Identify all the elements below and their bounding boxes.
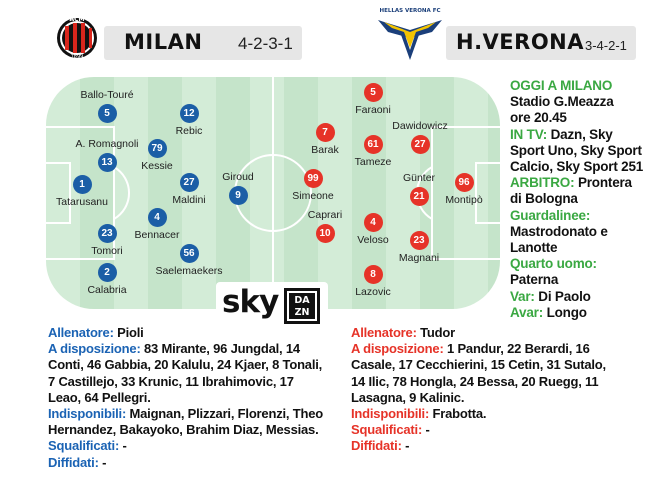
player-number: 56 (180, 244, 199, 263)
away-formation: 3-4-2-1 (585, 38, 627, 53)
home-disposizione: 83 Mirante, 96 Jungdal, 14 Conti, 46 Gabbia, 20 Kalulu, 24 Kjaer, 8 Tonali, 7 Castillejo, 33 Krunic, 11 Ibrahimovic, 17 Leao, 64 Pellegri. (48, 341, 323, 405)
player-name: Kessie (141, 160, 173, 172)
svg-text:ACM: ACM (69, 16, 85, 23)
milan-crest (56, 10, 98, 64)
home-squalificati: - (122, 438, 127, 454)
player-number: 23 (410, 231, 429, 250)
player-number: 96 (455, 173, 474, 192)
oggi-label: OGGI A MILANO (510, 78, 613, 93)
player-name: Tatarusanu (56, 196, 108, 208)
away-diffidati-label: Diffidati: (351, 438, 402, 454)
svg-text:1899: 1899 (70, 54, 84, 60)
player-number: 2 (98, 263, 117, 282)
avar-label: Avar: (510, 304, 544, 320)
quarto-value: Paterna (510, 272, 559, 288)
away-player-caprari (280, 209, 370, 243)
player-name: Tameze (354, 156, 392, 168)
player-number: 23 (98, 224, 117, 243)
player-number: 27 (411, 135, 430, 154)
kickoff-time: ore 20.45 (510, 110, 567, 126)
player-name: Lazovic (355, 286, 391, 298)
player-number: 21 (410, 187, 429, 206)
away-player-simeone (268, 168, 358, 202)
guardalinee-value: Mastrodonato e Lanotte (510, 223, 608, 256)
player-name: Magnani (398, 252, 440, 264)
match-info (510, 78, 645, 321)
player-number: 4 (364, 213, 383, 232)
away-player-lazovic (328, 264, 418, 298)
player-number: 4 (148, 208, 167, 227)
home-diffidati: - (102, 454, 107, 470)
home-player-tatarusanu (37, 174, 127, 208)
var-value: Di Paolo (538, 288, 591, 304)
home-player-kessie (112, 138, 202, 172)
away-squalificati-label: Squalificati: (351, 422, 423, 438)
player-name: Günter (402, 172, 436, 184)
home-indisponibili-label: Indisponibili: (48, 406, 127, 422)
player-number: 13 (98, 153, 117, 172)
player-number: 5 (364, 83, 383, 102)
home-player-rebic (144, 103, 234, 137)
player-number: 9 (229, 186, 248, 205)
player-name: Maldini (172, 194, 206, 206)
sky-logo: sky (222, 284, 279, 320)
player-name: A. Romagnoli (75, 138, 139, 150)
away-player-faraoni (328, 82, 418, 116)
player-number: 99 (304, 169, 323, 188)
away-indisponibili-label: Indisponibili: (351, 406, 430, 422)
player-name: Bennacer (134, 229, 180, 241)
away-player-barak (280, 122, 370, 156)
dazn-logo-top: DA (294, 295, 310, 306)
home-indisponibili: Maignan, Plizzari, Florenzi, Theo Hernandez, Bakayoko, Brahim Diaz, Messias. (48, 406, 323, 438)
away-disposizione-label: A disposizione: (351, 341, 444, 357)
tv-value: Dazn, Sky Sport Uno, Sky Sport Calcio, Sky Sport 251 (510, 126, 644, 175)
player-name: Ballo-Touré (80, 89, 134, 101)
player-number: 8 (364, 265, 383, 284)
home-allenatore: Pioli (117, 325, 144, 340)
arbitro-label: ARBITRO: (510, 175, 575, 191)
player-name: Veloso (357, 234, 389, 246)
player-number: 12 (180, 104, 199, 123)
player-number: 5 (98, 104, 117, 123)
player-number: 1 (73, 175, 92, 194)
player-number: 10 (316, 224, 335, 243)
player-name: Giroud (222, 171, 254, 183)
away-team-name: H.VERONA (456, 30, 585, 54)
home-squad-notes (48, 325, 328, 471)
away-allenatore-label: Allenatore: (351, 325, 417, 340)
home-diffidati-label: Diffidati: (48, 454, 99, 470)
verona-crest-text: HELLAS VERONA FC (379, 8, 441, 14)
var-label: Var: (510, 288, 535, 304)
player-name: Simeone (292, 190, 334, 202)
arbitro-value: Prontera di Bologna (510, 175, 632, 207)
home-disposizione-label: A disposizione: (48, 341, 141, 357)
away-squalificati: - (425, 422, 430, 438)
home-formation: 4-2-3-1 (238, 34, 293, 53)
player-name: Barak (311, 144, 339, 156)
dazn-logo-bottom: ZN (294, 307, 310, 318)
away-allenatore: Tudor (420, 325, 455, 340)
avar-value: Longo (546, 304, 587, 320)
home-player-ballo-toure (62, 89, 152, 123)
venue: Stadio G.Meazza (510, 94, 614, 110)
player-number: 7 (316, 123, 335, 142)
verona-crest (370, 8, 450, 64)
tv-label: IN TV: (510, 126, 548, 142)
dazn-logo (284, 288, 320, 324)
player-name: Caprari (307, 209, 343, 221)
player-name: Saelemaekers (155, 265, 223, 277)
home-player-saelemaekers (144, 243, 234, 277)
player-number: 79 (148, 139, 167, 158)
player-name: Montipò (445, 194, 483, 206)
home-team-name: MILAN (124, 30, 203, 54)
home-squalificati-label: Squalificati: (48, 438, 120, 454)
player-name: Calabria (87, 284, 127, 296)
player-name: Rebic (175, 125, 203, 137)
player-name: Dawidowicz (392, 120, 448, 132)
away-diffidati: - (405, 438, 410, 454)
player-number: 61 (364, 135, 383, 154)
player-name: Faraoni (355, 104, 391, 116)
away-disposizione: 1 Pandur, 22 Berardi, 16 Casale, 17 Cecchierini, 15 Cetin, 31 Sutalo, 14 Ilic, 78 Hongla, 24 Bessa, 20 Ruegg, 11 Lasagna, 9 Kalinic. (351, 341, 606, 405)
away-player-gunter (374, 172, 464, 206)
player-name: Tomori (91, 245, 123, 257)
away-squad-notes (351, 325, 611, 455)
player-number: 27 (180, 173, 199, 192)
quarto-label: Quarto uomo: (510, 256, 597, 272)
home-player-calabria (62, 262, 152, 296)
away-indisponibili: Frabotta. (432, 406, 487, 422)
home-player-bennacer (112, 207, 202, 241)
guardalinee-label: Guardalinee: (510, 207, 591, 223)
home-allenatore-label: Allenatore: (48, 325, 114, 340)
